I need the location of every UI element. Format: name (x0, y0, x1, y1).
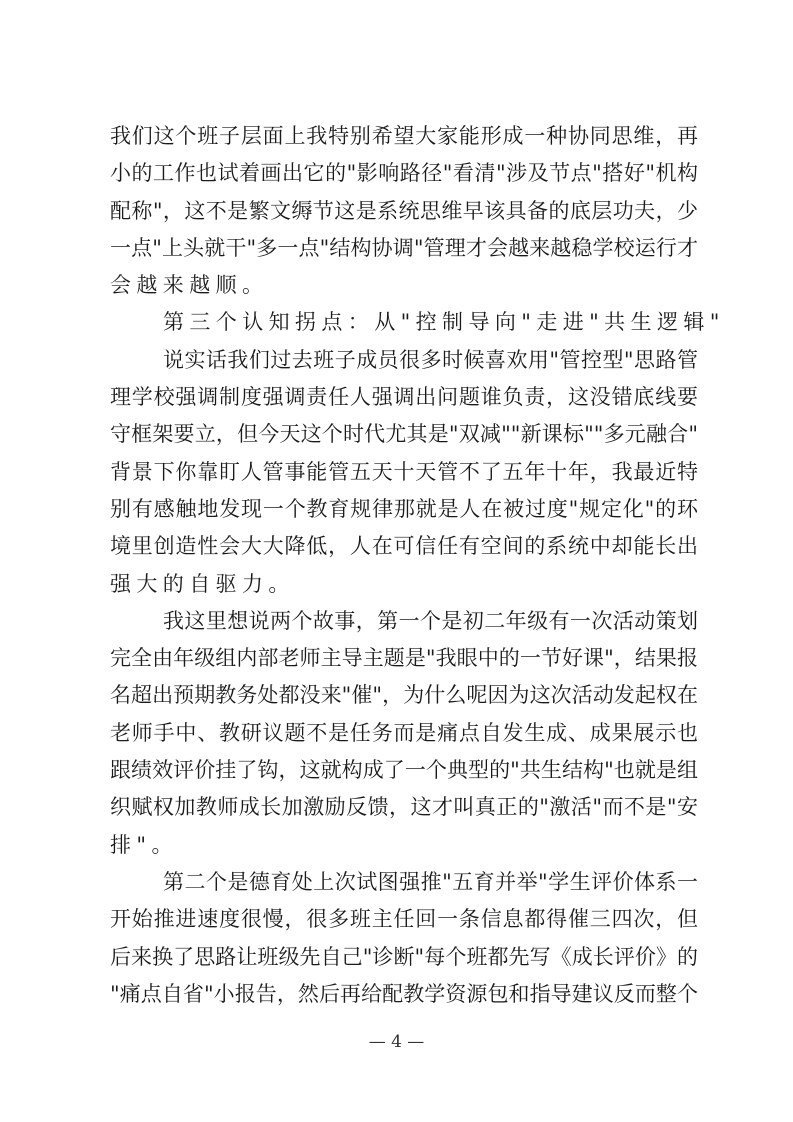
text-line: 配称"，这不是繁文缛节这是系统思维早该具备的底层功夫，少 (110, 198, 698, 223)
paragraph (110, 603, 698, 864)
text-line: 织赋权加教师成长加激励反馈，这才叫真正的"激活"而不是"安 (110, 795, 698, 820)
text-line: 理学校强调制度强调责任人强调出问题谁负责，这没错底线要 (110, 385, 698, 410)
document-body (110, 118, 725, 1013)
text-line: 后来换了思路让班级先自己"诊断"每个班都先写《成长评价》的 (110, 944, 698, 969)
text-line: 跟绩效评价挂了钩，这就构成了一个典型的"共生结构"也就是组 (110, 758, 698, 783)
text-line: 开始推进速度很慢，很多班主任回一条信息都得催三四次，但 (110, 907, 698, 932)
text-line: 老师手中、教研议题不是任务而是痛点自发生成、成果展示也 (110, 720, 698, 745)
text-line: 第三个认知拐点：从"控制导向"走进"共生逻辑" (163, 310, 725, 335)
text-line: 名超出预期教务处都没来"催"，为什么呢因为这次活动发起权在 (110, 683, 698, 708)
paragraph (110, 342, 698, 603)
text-line: 守框架要立，但今天这个时代尤其是"双减""新课标""多元融合" (110, 422, 698, 447)
text-line: 我这里想说两个故事，第一个是初二年级有一次活动策划 (163, 608, 698, 633)
text-line: 会越来越顺。 (110, 273, 269, 298)
text-line: 第二个是德育处上次试图强推"五育并举"学生评价体系一 (163, 869, 698, 894)
text-line: 说实话我们过去班子成员很多时候喜欢用"管控型"思路管 (163, 347, 698, 372)
text-line: 别有感触地发现一个教育规律那就是人在被过度"规定化"的环 (110, 496, 698, 521)
paragraph (110, 118, 698, 304)
text-line: 强大的自驱力。 (110, 571, 295, 596)
page-number: — 4 — (368, 1032, 425, 1052)
text-line: 我们这个班子层面上我特别希望大家能形成一种协同思维，再 (110, 124, 698, 148)
paragraph (110, 864, 698, 1013)
text-line: 排"。 (110, 832, 178, 857)
text-line: 境里创造性会大大降低，人在可信任有空间的系统中却能长出 (110, 534, 698, 559)
text-line: 小的工作也试着画出它的"影响路径"看清"涉及节点"搭好"机构 (110, 161, 698, 186)
text-line: 完全由年级组内部老师主导主题是"我眼中的一节好课"，结果报 (110, 646, 698, 671)
text-line: "痛点自省"小报告，然后再给配教学资源包和指导建议反而整个 (110, 981, 698, 1006)
text-line: 背景下你靠盯人管事能管五天十天管不了五年十年，我最近特 (110, 459, 698, 484)
text-line: 一点"上头就干"多一点"结构协调"管理才会越来越稳学校运行才 (110, 235, 698, 260)
paragraph (110, 304, 725, 341)
